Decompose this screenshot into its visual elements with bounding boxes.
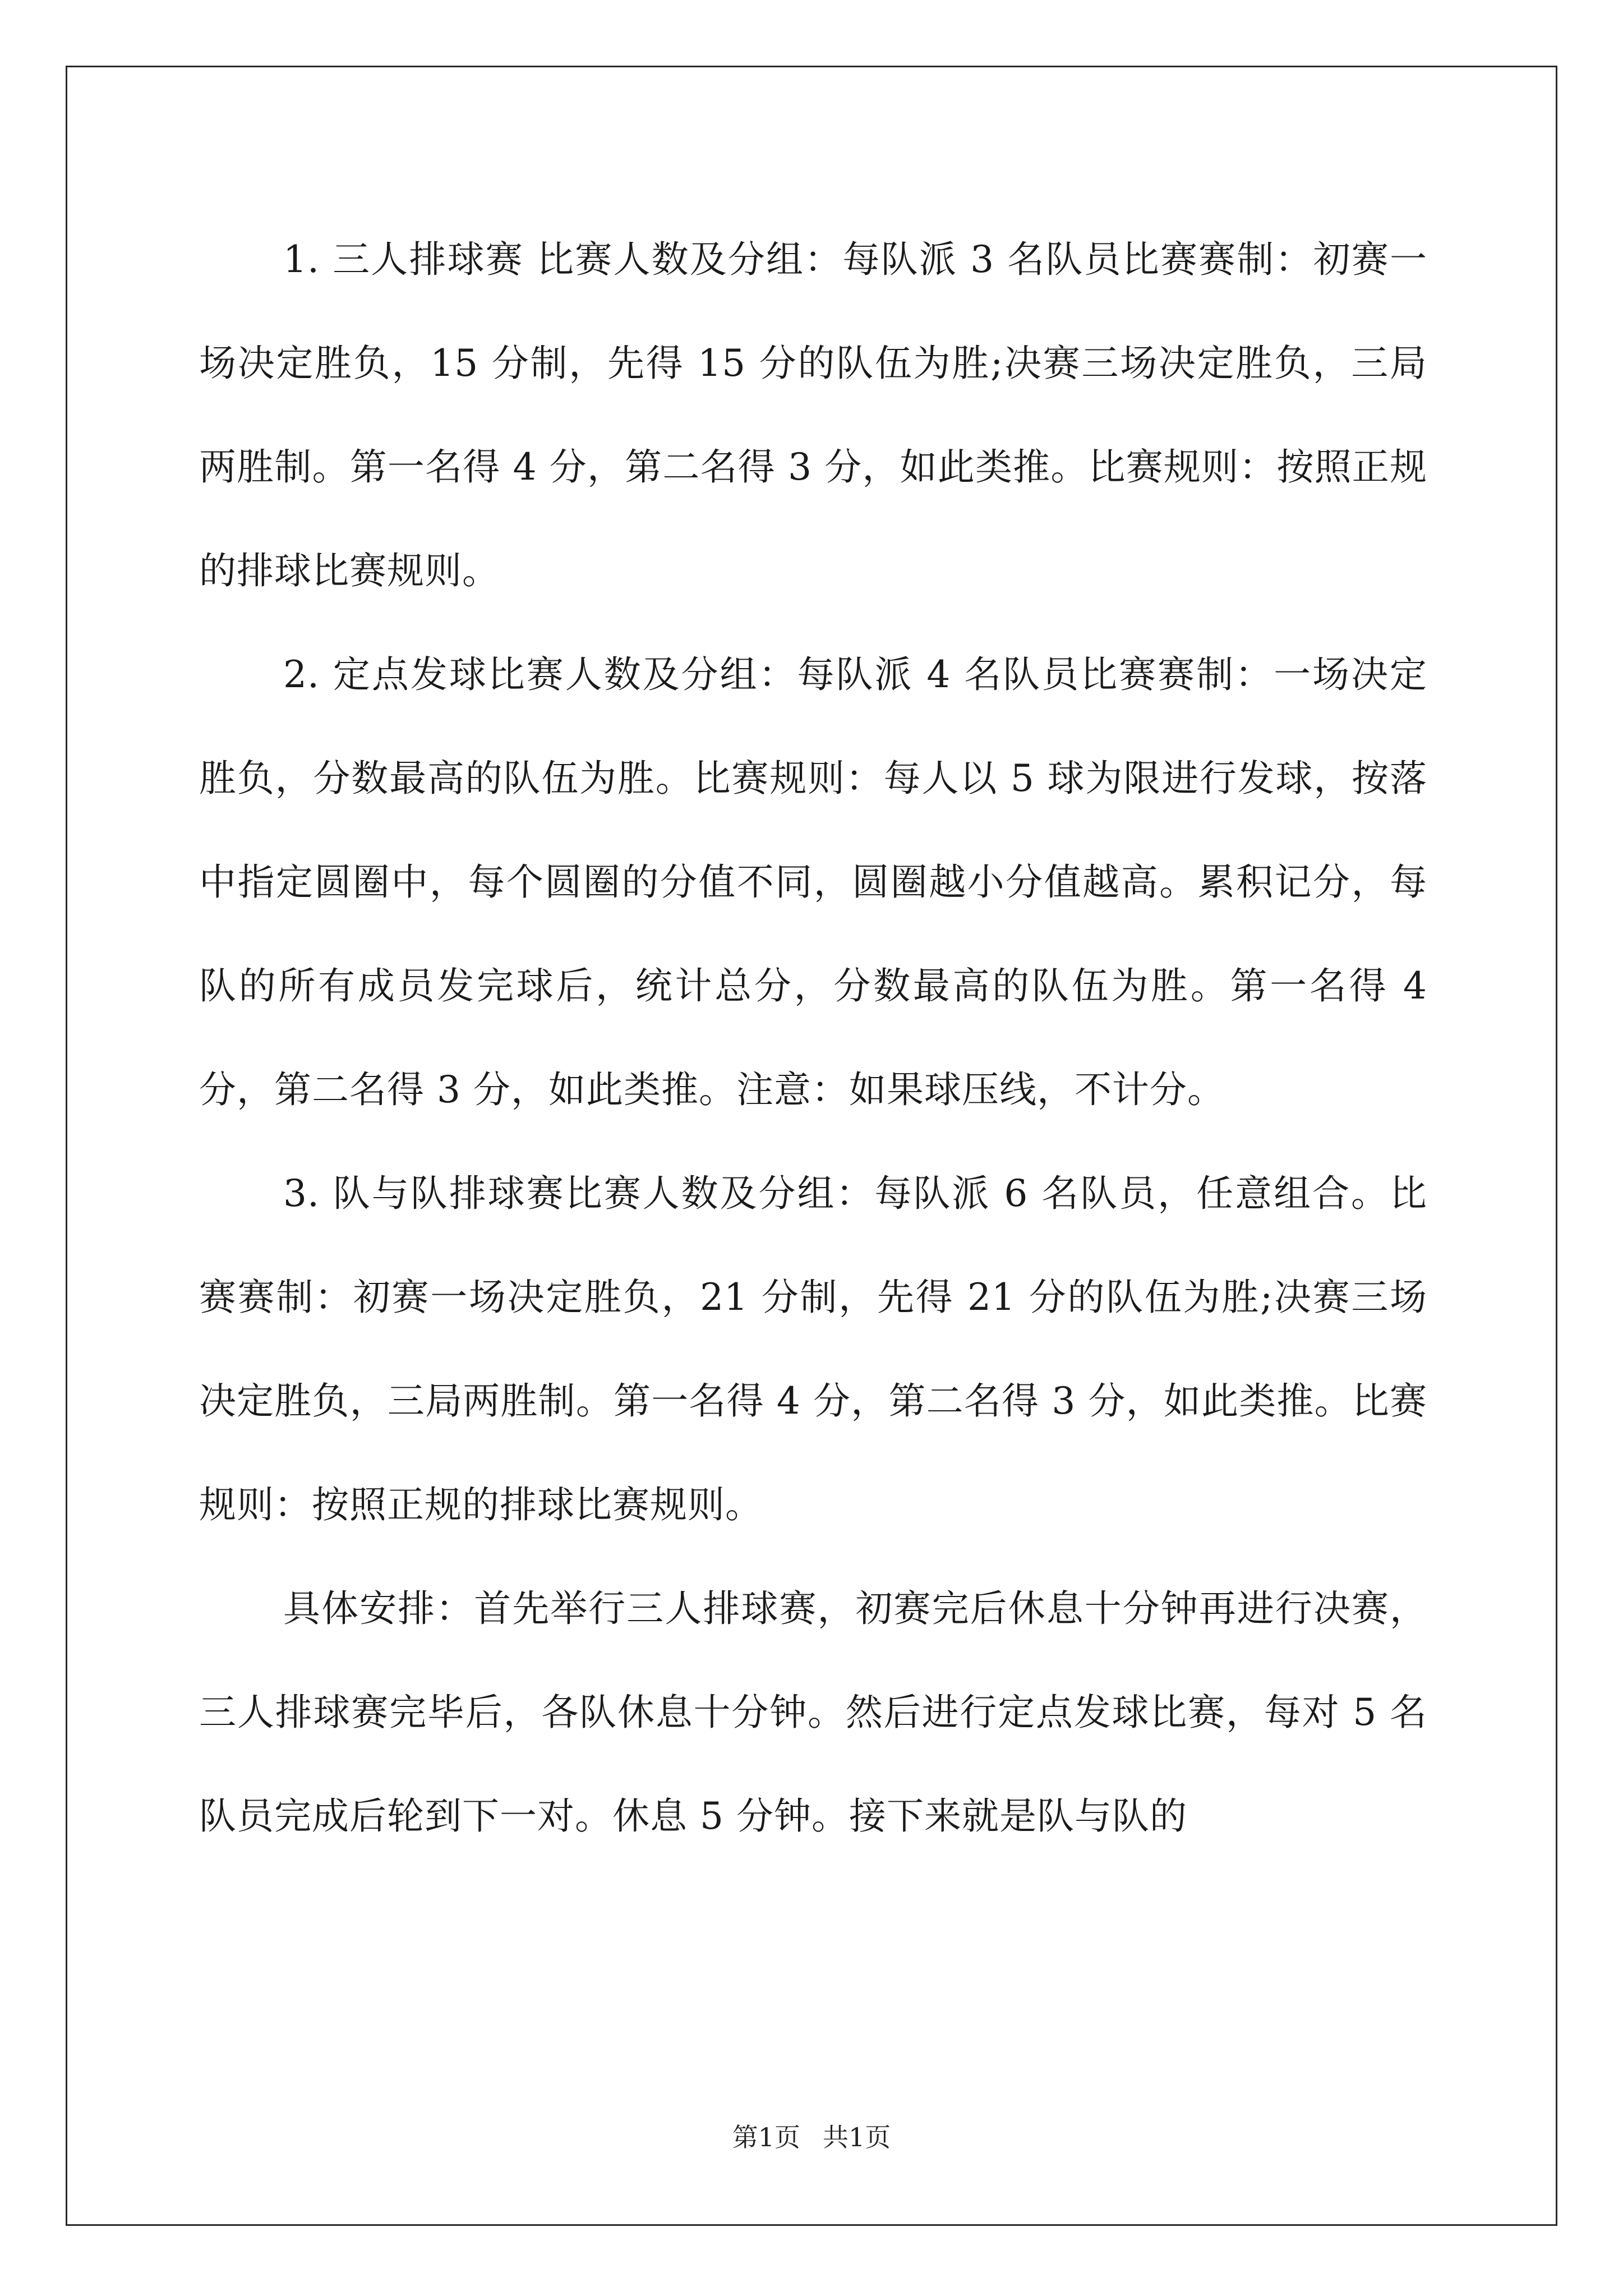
paragraph-fixed-point-serve: 2. 定点发球比赛人数及分组：每队派 4 名队员比赛赛制：一场决定胜负，分数最高的队伍为胜。比赛规则：每人以 5 球为限进行发球，按落中指定圆圈中，每个圆圈的分值不同，圆圈越小分值越高。累积记分，每队的所有成员发完球后，统计总分，分数最高的队伍为胜。第一名得 4 分，第二名得 3 分，如此类推。注意：如果球压线，不计分。: [199, 653, 1427, 1111]
paragraph-schedule: 具体安排：首先举行三人排球赛，初赛完后休息十分钟再进行决赛，三人排球赛完毕后，各队休息十分钟。然后进行定点发球比赛，每对 5 名队员完成后轮到下一对。休息 5 分钟。接下来就是队与队的: [199, 1587, 1427, 1838]
page-footer: [0, 2120, 1623, 2154]
paragraph-team-volleyball: 3. 队与队排球赛比赛人数及分组：每队派 6 名队员，任意组合。比赛赛制：初赛一场决定胜负，21 分制，先得 21 分的队伍为胜;决赛三场决定胜负，三局两胜制。第一名得 4 分，第二名得 3 分，如此类推。比赛规则：按照正规的排球比赛规则。: [199, 1172, 1427, 1526]
document-body: [199, 208, 1427, 1868]
paragraph-three-person-volleyball: 1. 三人排球赛 比赛人数及分组：每队派 3 名队员比赛赛制：初赛一场决定胜负，15 分制，先得 15 分的队伍为胜;决赛三场决定胜负，三局两胜制。第一名得 4 分，第二名得 3 分，如此类推。比赛规则：按照正规的排球比赛规则。: [199, 238, 1427, 592]
page-total: 共1页: [823, 2122, 891, 2152]
page-number: 第1页: [732, 2122, 800, 2152]
